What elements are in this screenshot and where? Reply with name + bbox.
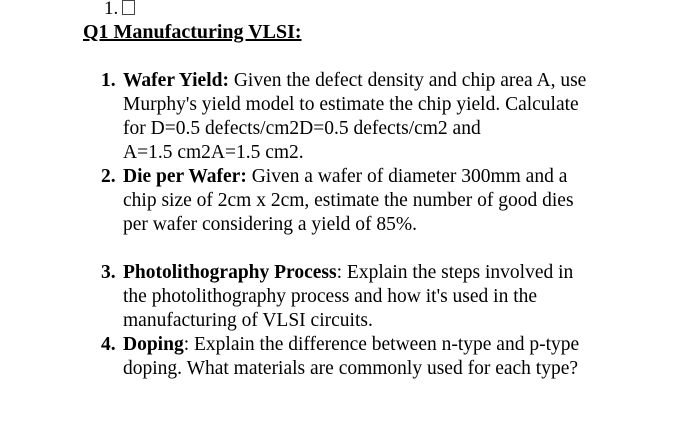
question-text: for D=0.5 defects/cm2D=0.5 defects/cm2 and (123, 118, 481, 139)
question-text: manufacturing of VLSI circuits. (123, 310, 373, 331)
question-term: Die per Wafer: (123, 166, 247, 187)
question-text: : Explain the difference between n-type and p-type (183, 334, 580, 355)
list-marker (104, 0, 135, 19)
question-item-3 (101, 261, 621, 333)
question-term: Wafer Yield: (123, 70, 229, 91)
question-text: doping. What materials are commonly used for each type? (123, 358, 579, 379)
question-number: 1. (101, 70, 116, 91)
question-term: Doping (123, 334, 184, 355)
question-line (123, 261, 621, 285)
question-number: 3. (101, 262, 116, 283)
question-number: 2. (101, 166, 116, 187)
question-text: the photolithography process and how it's used in the (123, 286, 538, 307)
question-text: chip size of 2cm x 2cm, estimate the number of good dies (123, 190, 574, 211)
missing-glyph-box-icon (122, 0, 135, 15)
question-item-2 (101, 165, 621, 237)
question-line (123, 165, 621, 189)
question-text: per wafer considering a yield of 85%. (123, 214, 418, 235)
question-number: 4. (101, 334, 116, 355)
page-title: Q1 Manufacturing VLSI: (83, 21, 302, 43)
question-item-4 (101, 333, 621, 381)
question-list (101, 69, 621, 381)
question-text: : Explain the steps involved in (336, 262, 574, 283)
question-text: Given the defect density and chip area A, use (228, 70, 587, 91)
question-line (123, 333, 621, 357)
question-text: Murphy's yield model to estimate the chip yield. Calculate (123, 94, 579, 115)
question-text: Given a wafer of diameter 300mm and a (246, 166, 568, 187)
list-marker-number: 1. (104, 0, 119, 19)
question-line (123, 69, 621, 93)
question-text: A=1.5 cm2A=1.5 cm2. (123, 142, 304, 163)
question-term: Photolithography Process (123, 262, 337, 283)
question-item-1 (101, 69, 621, 165)
